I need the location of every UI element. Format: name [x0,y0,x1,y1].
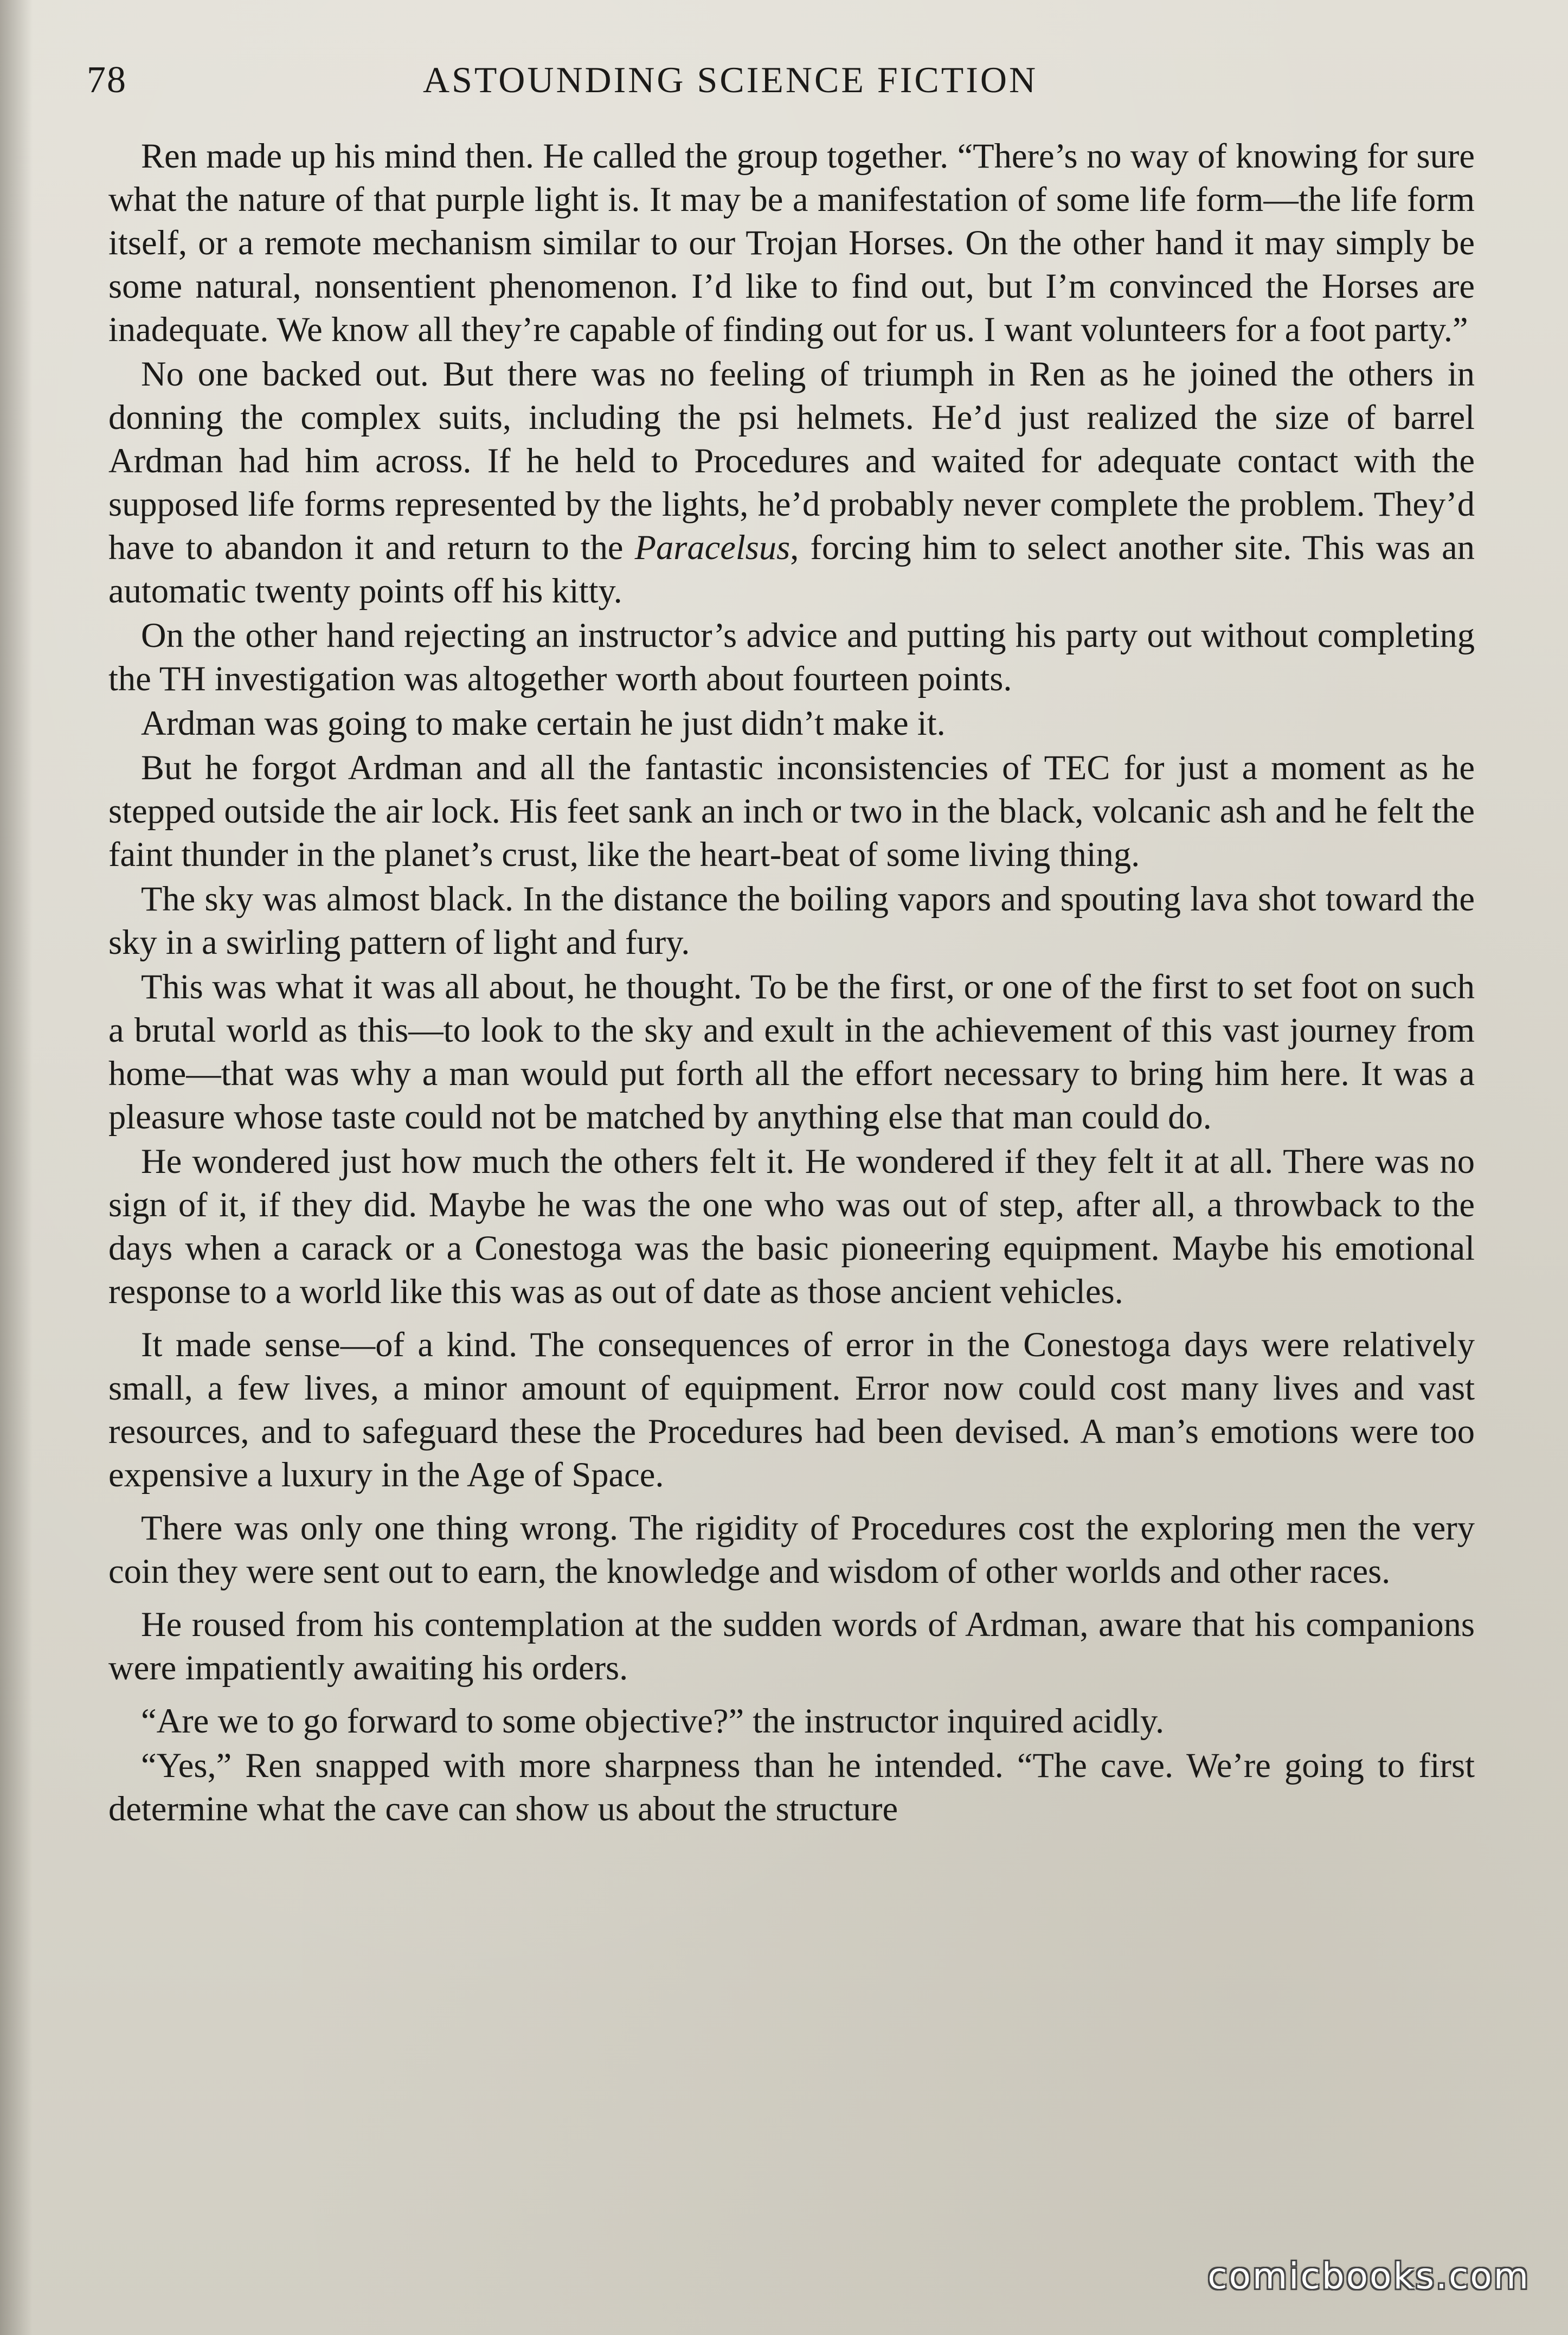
paragraph: This was what it was all about, he thought. To be the first, or one of the first to set foot on such a brutal world as this—to look to the sky and exult in the achievement of this vast journey from home—that was why a man would put forth all the effort necessary to bring him here. It was a pleasure whose taste could not be matched by anything else that man could do. [108,967,1475,1136]
paragraph: It made sense—of a kind. The consequences of error in the Conestoga days were relatively small, a few lives, a minor amount of equipment. Error now could cost many lives and vast resources, and to safeguard these the Procedures had been devised. A man’s emotions were too expensive a luxury in the Age of Space. [108,1325,1475,1494]
paragraph: “Are we to go forward to some objective?” the instructor inquired acidly. [141,1702,1165,1740]
page-header [87,59,1475,118]
paragraph-text: , forcing him to select another site. This was an automatic twenty points off his kitty. [108,528,1475,610]
paragraph: The sky was almost black. In the distance the boiling vapors and spouting lava shot toward the sky in a swirling pattern of light and fury. [108,880,1475,961]
paragraph: He wondered just how much the others felt it. He wondered if they felt it at all. There was no sign of it, if they did. Maybe he was the one who was out of step, after all, a throwback to the days when a carack or a Conestoga was the basic pioneering equipment. Maybe his emotional response to a world like this was as out of date as those ancient vehicles. [108,1142,1475,1311]
paragraph: There was only one thing wrong. The rigidity of Procedures cost the exploring men the very coin they were sent out to earn, the knowledge and wisdom of other worlds and other races. [108,1509,1475,1590]
paragraph: On the other hand rejecting an instructor’s advice and putting his party out without completing the TH investigation was altogether worth about fourteen points. [108,616,1475,698]
paragraph: Ardman was going to make certain he just didn’t make it. [141,704,946,742]
ship-name: Paracelsus [634,528,791,567]
body-text [108,134,1475,1832]
page-gutter-shadow [0,0,33,2335]
paragraph: He roused from his contemplation at the sudden words of Ardman, aware that his companions were impatiently awaiting his orders. [108,1605,1475,1687]
paragraph [108,352,1475,613]
site-watermark: comicbooks.com [1207,2255,1530,2297]
page-number: 78 [87,59,127,101]
paragraph: “Yes,” Ren snapped with more sharpness than he intended. “The cave. We’re going to first determine what the cave can show us about the structure [108,1746,1475,1828]
paragraph: Ren made up his mind then. He called the group together. “There’s no way of knowing for sure what the nature of that purple light is. It may be a manifestation of some life form—the life form itself, or a remote mechanism similar to our Trojan Horses. On the other hand it may simply be some natural, nonsentient phenomenon. I’d like to find out, but I’m convinced the Horses are inadequate. We know all they’re capable of finding out for us. I want volunteers for a foot party.” [108,137,1475,349]
paragraph: But he forgot Ardman and all the fantastic inconsistencies of TEC for just a moment as he stepped outside the air lock. His feet sank an inch or two in the black, volcanic ash and he felt the faint thunder in the planet’s crust, like the heart-beat of some living thing. [108,748,1475,874]
paragraph-text: No one backed out. But there was no feeling of triumph in Ren as he joined the others in donning the complex suits, including the psi helmets. He’d just realized the size of barrel Ardman had him across. If he held to Procedures and waited for adequate contact with the supposed life forms represented by the lights, he’d probably never complete the problem. They’d have to abandon it and return to the [108,355,1475,567]
running-head: ASTOUNDING SCIENCE FICTION [423,59,1038,100]
